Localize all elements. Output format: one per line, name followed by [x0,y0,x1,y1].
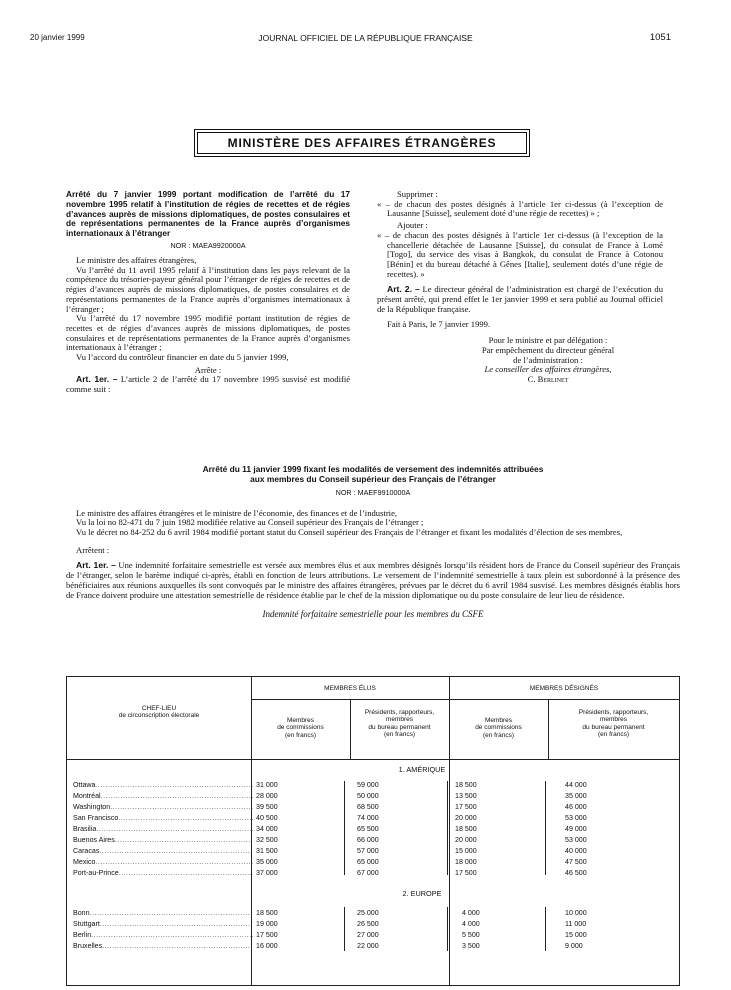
table-row [67,825,681,836]
arrete2-article-1 [66,561,680,600]
elus-presidents-value: 26 500 [357,920,379,928]
elus-presidents-value: 67 000 [357,869,379,877]
table-row [67,931,681,942]
table-row [67,836,681,847]
table-row [67,909,681,920]
arrete1-left-column [66,190,350,395]
designes-presidents-value: 11 000 [565,920,587,928]
arrete2-title-line-1: Arrêté du 11 janvier 1999 fixant les modalités de versement des indemnités attribuées [202,464,544,474]
city-name: Brasilia ..... [73,825,253,833]
article-text: Le directeur général de l’administration est chargé de l’exécution du présent arrêté, qui prend effet le 1er janvier 1999 et sera publié au Journal officiel de la République française. [377,284,663,314]
designes-membres-value: 4 000 [462,909,480,917]
arrete1-arrete: Arrête : [194,364,222,375]
city-name: Berlin ..... [73,931,253,939]
designes-membres-value: 15 000 [455,847,477,855]
designes-presidents-value: 9 000 [565,942,583,950]
city-name: Stuttgart ..... [73,920,253,928]
elus-presidents-value: 50 000 [357,792,379,800]
designes-presidents-value: 53 000 [565,836,587,844]
designes-presidents-value: 35 000 [565,792,587,800]
table-row [67,803,681,814]
designes-presidents-value: 46 500 [565,869,587,877]
designes-membres-value: 20 000 [455,836,477,844]
city-name: Port-au-Prince ..... [73,869,253,877]
designes-presidents-value: 49 000 [565,825,587,833]
table-row [67,869,681,880]
elus-presidents-value: 66 000 [357,836,379,844]
column-header-membres-elus: Membres de commissions (en francs) [277,717,324,739]
fait-a-paris: Fait à Paris, le 7 janvier 1999. [387,319,491,330]
city-name: Caracas ..... [73,847,253,855]
designes-presidents-value: 53 000 [565,814,587,822]
city-name: Buenos Aires ..... [73,836,253,844]
arrete1-visa-2: Vu l’arrêté du 17 novembre 1995 modifié portant institution de régies de recettes et de régies d’avances auprès de missions diplomatiques, de postes consulaires et de représentations permanentes de la France auprès d’organismes internationaux à l’étranger ; [66,313,350,353]
elus-presidents-value: 27 000 [357,931,379,939]
designes-presidents-value: 10 000 [565,909,587,917]
article-text: Une indemnité forfaitaire semestrielle est versée aux membres élus et aux membres désignés lorsqu’ils résident hors de France du Conseil supérieur des Français de l’étranger, selon le barème indiqué ci-après, établi en fonction de leurs attributions. Le versement de l’indemnité semestrielle à taux plein est subordonné à la présence des bénéficiaires aux réunions auxquelles ils sont convoqués par le ministre des affaires étrangères, prévues par le décret du 6 avril 1984 susvisé. Les membres désignés établis hors de France doivent produire une attestation semestrielle de résidence établie par le chef de la mission diplomatique ou du poste consulaire de leur lieu de résidence. [66,560,681,600]
indemnity-table [66,676,680,986]
group-header-elus: MEMBRES ÉLUS [324,685,376,692]
table-row [67,942,681,953]
designes-presidents-value: 44 000 [565,781,587,789]
arrete2-title-line-2: aux membres du Conseil supérieur des Français de l’étranger [250,473,496,484]
signature-line: Le conseiller des affaires étrangères, [484,364,612,375]
page-number: 1051 [649,32,671,43]
designes-presidents-value: 47 500 [565,858,587,866]
city-name: San Francisco ..... [73,814,253,822]
column-header-chef-lieu: CHEF-LIEU de circonscription électorale [118,705,200,720]
designes-membres-value: 20 000 [455,814,477,822]
arrete2-nor: NOR : MAEF9910000A [335,487,411,497]
designes-membres-value: 18 500 [455,781,477,789]
column-header-membres-designes: Membres de commissions (en francs) [475,717,522,739]
article-label: Art. 1er. – [76,374,118,385]
arrete2-visa-1: Vu la loi no 82-471 du 7 juin 1982 modifiée relative au Conseil supérieur des Français de l’étranger ; [76,517,424,528]
elus-membres-value: 31 500 [256,847,278,855]
signature-line: Pour le ministre et par délégation : [488,335,608,346]
supprimer-text: « – de chacun des postes désignés à l’article 1er ci-dessus (à l’exception de Lausanne [Suisse], seulement doté d’une régie de recettes) » ; [377,198,663,219]
elus-membres-value: 37 000 [256,869,278,877]
region-heading: 2. EUROPE [402,889,442,898]
signature-line: Par empêchement du directeur général [481,344,615,355]
arrete1-minister: Le ministre des affaires étrangères, [76,254,197,265]
article-label: Art. 1er. – [76,560,116,571]
elus-membres-value: 31 000 [256,781,278,789]
table-row [67,847,681,858]
elus-membres-value: 16 000 [256,942,278,950]
arrete2-ministers: Le ministre des affaires étrangères et le ministre de l’économie, des finances et de l’industrie, [76,507,398,518]
article-text: L’article 2 de l’arrêté du 17 novembre 1995 susvisé est modifié comme suit : [66,374,351,395]
designes-membres-value: 18 500 [455,825,477,833]
designes-membres-value: 3 500 [462,942,480,950]
arrete1-article-1 [66,375,350,394]
designes-membres-value: 18 000 [455,858,477,866]
elus-presidents-value: 65 000 [357,858,379,866]
signature-block [377,336,663,385]
city-name: Bonn ..... [73,909,253,917]
elus-membres-value: 34 000 [256,825,278,833]
elus-presidents-value: 74 000 [357,814,379,822]
arrete2-visa-2: Vu le décret no 84-252 du 6 avril 1984 modifié portant statut du Conseil supérieur des Français de l’étranger et fixant les modalités d’élection de ses membres, [76,527,623,537]
journal-title: JOURNAL OFFICIEL DE LA RÉPUBLIQUE FRANÇAISE [258,33,473,43]
supprimer-label: Supprimer : [397,189,438,199]
elus-presidents-value: 68 500 [357,803,379,811]
arrete2-arretent: Arrêtent : [76,544,110,555]
designes-presidents-value: 46 000 [565,803,587,811]
group-header-rule [251,699,679,700]
designes-membres-value: 5 500 [462,931,480,939]
table-row [67,814,681,825]
elus-membres-value: 35 000 [256,858,278,866]
column-header-presidents-elus: Présidents, rapporteurs, membres du bureau permanent (en francs) [364,709,435,739]
table-row [67,858,681,869]
arrete1-article-2 [377,285,663,314]
elus-membres-value: 19 000 [256,920,278,928]
signature-line: de l’administration : [513,354,583,365]
group-header-designes: MEMBRES DÉSIGNÉS [529,685,599,692]
designes-presidents-value: 40 000 [565,847,587,855]
header-bottom-rule [67,759,679,760]
city-name: Montréal ..... [73,792,253,800]
column-header-presidents-designes: Présidents, rapporteurs, membres du bureau permanent (en francs) [578,709,649,739]
designes-membres-value: 4 000 [462,920,480,928]
table-caption: Indemnité forfaitaire semestrielle pour les membres du CSFE [262,609,484,620]
table-row [67,781,681,792]
city-name: Washington ..... [73,803,253,811]
elus-membres-value: 39 500 [256,803,278,811]
city-name: Bruxelles ..... [73,942,253,950]
ministry-title: MINISTÈRE DES AFFAIRES ÉTRANGÈRES [197,132,527,154]
elus-presidents-value: 25 000 [357,909,379,917]
elus-membres-value: 28 000 [256,792,278,800]
signatory-name: C. Berlinet [527,373,569,384]
elus-membres-value: 18 500 [256,909,278,917]
arrete1-visa-1: Vu l’arrêté du 11 avril 1995 relatif à l’institution dans les pays relevant de la compétence du trésorier-payeur général pour l’étranger de régies de recettes et de régies d’avances auprès de missions diplomatiques, de postes consulaires et de représentations permanentes de la France auprès d’organismes internationaux à l’étranger ; [66,264,350,314]
ajouter-label: Ajouter : [397,220,428,231]
elus-membres-value: 40 500 [256,814,278,822]
elus-presidents-value: 59 000 [357,781,379,789]
elus-presidents-value: 57 000 [357,847,379,855]
header-date: 20 janvier 1999 [30,33,85,42]
arrete1-title: Arrêté du 7 janvier 1999 portant modification de l’arrêté du 17 novembre 1995 relatif à l’institution de régies de recettes et de régies d’avances auprès de missions diplomatiques, de postes consulaires et de représentations permanentes de la France auprès d’organismes internationaux à l’étranger [66,189,350,239]
city-name: Ottawa ..... [73,781,253,789]
table-row [67,792,681,803]
designes-membres-value: 17 500 [455,869,477,877]
article-label: Art. 2. – [387,284,420,295]
city-name: Mexico ..... [73,858,253,866]
ajouter-text: « – de chacun des postes désignés à l’article 1er ci-dessus (à l’exception de la chancellerie détachée de Lausanne [Suisse], du consulat de France à Lomé [Togo], du service des visas à Bangkok, du consulat de France à Cotonou [Bénin] et du bureau détaché à Gênes [Italie], seulement dotés d’une régie de recettes). » [377,229,663,279]
region-heading: 1. AMÉRIQUE [398,765,446,774]
elus-membres-value: 32 500 [256,836,278,844]
ministry-banner [194,129,530,157]
designes-presidents-value: 15 000 [565,931,587,939]
arrete2 [66,465,680,620]
elus-presidents-value: 22 000 [357,942,379,950]
arrete1-nor: NOR : MAEA9920000A [170,240,246,250]
designes-membres-value: 17 500 [455,803,477,811]
designes-membres-value: 13 500 [455,792,477,800]
elus-presidents-value: 65 500 [357,825,379,833]
elus-membres-value: 17 500 [256,931,278,939]
arrete1-visa-3: Vu l’accord du contrôleur financier en date du 5 janvier 1999, [76,352,289,363]
arrete1-right-column [377,190,663,385]
table-row [67,920,681,931]
